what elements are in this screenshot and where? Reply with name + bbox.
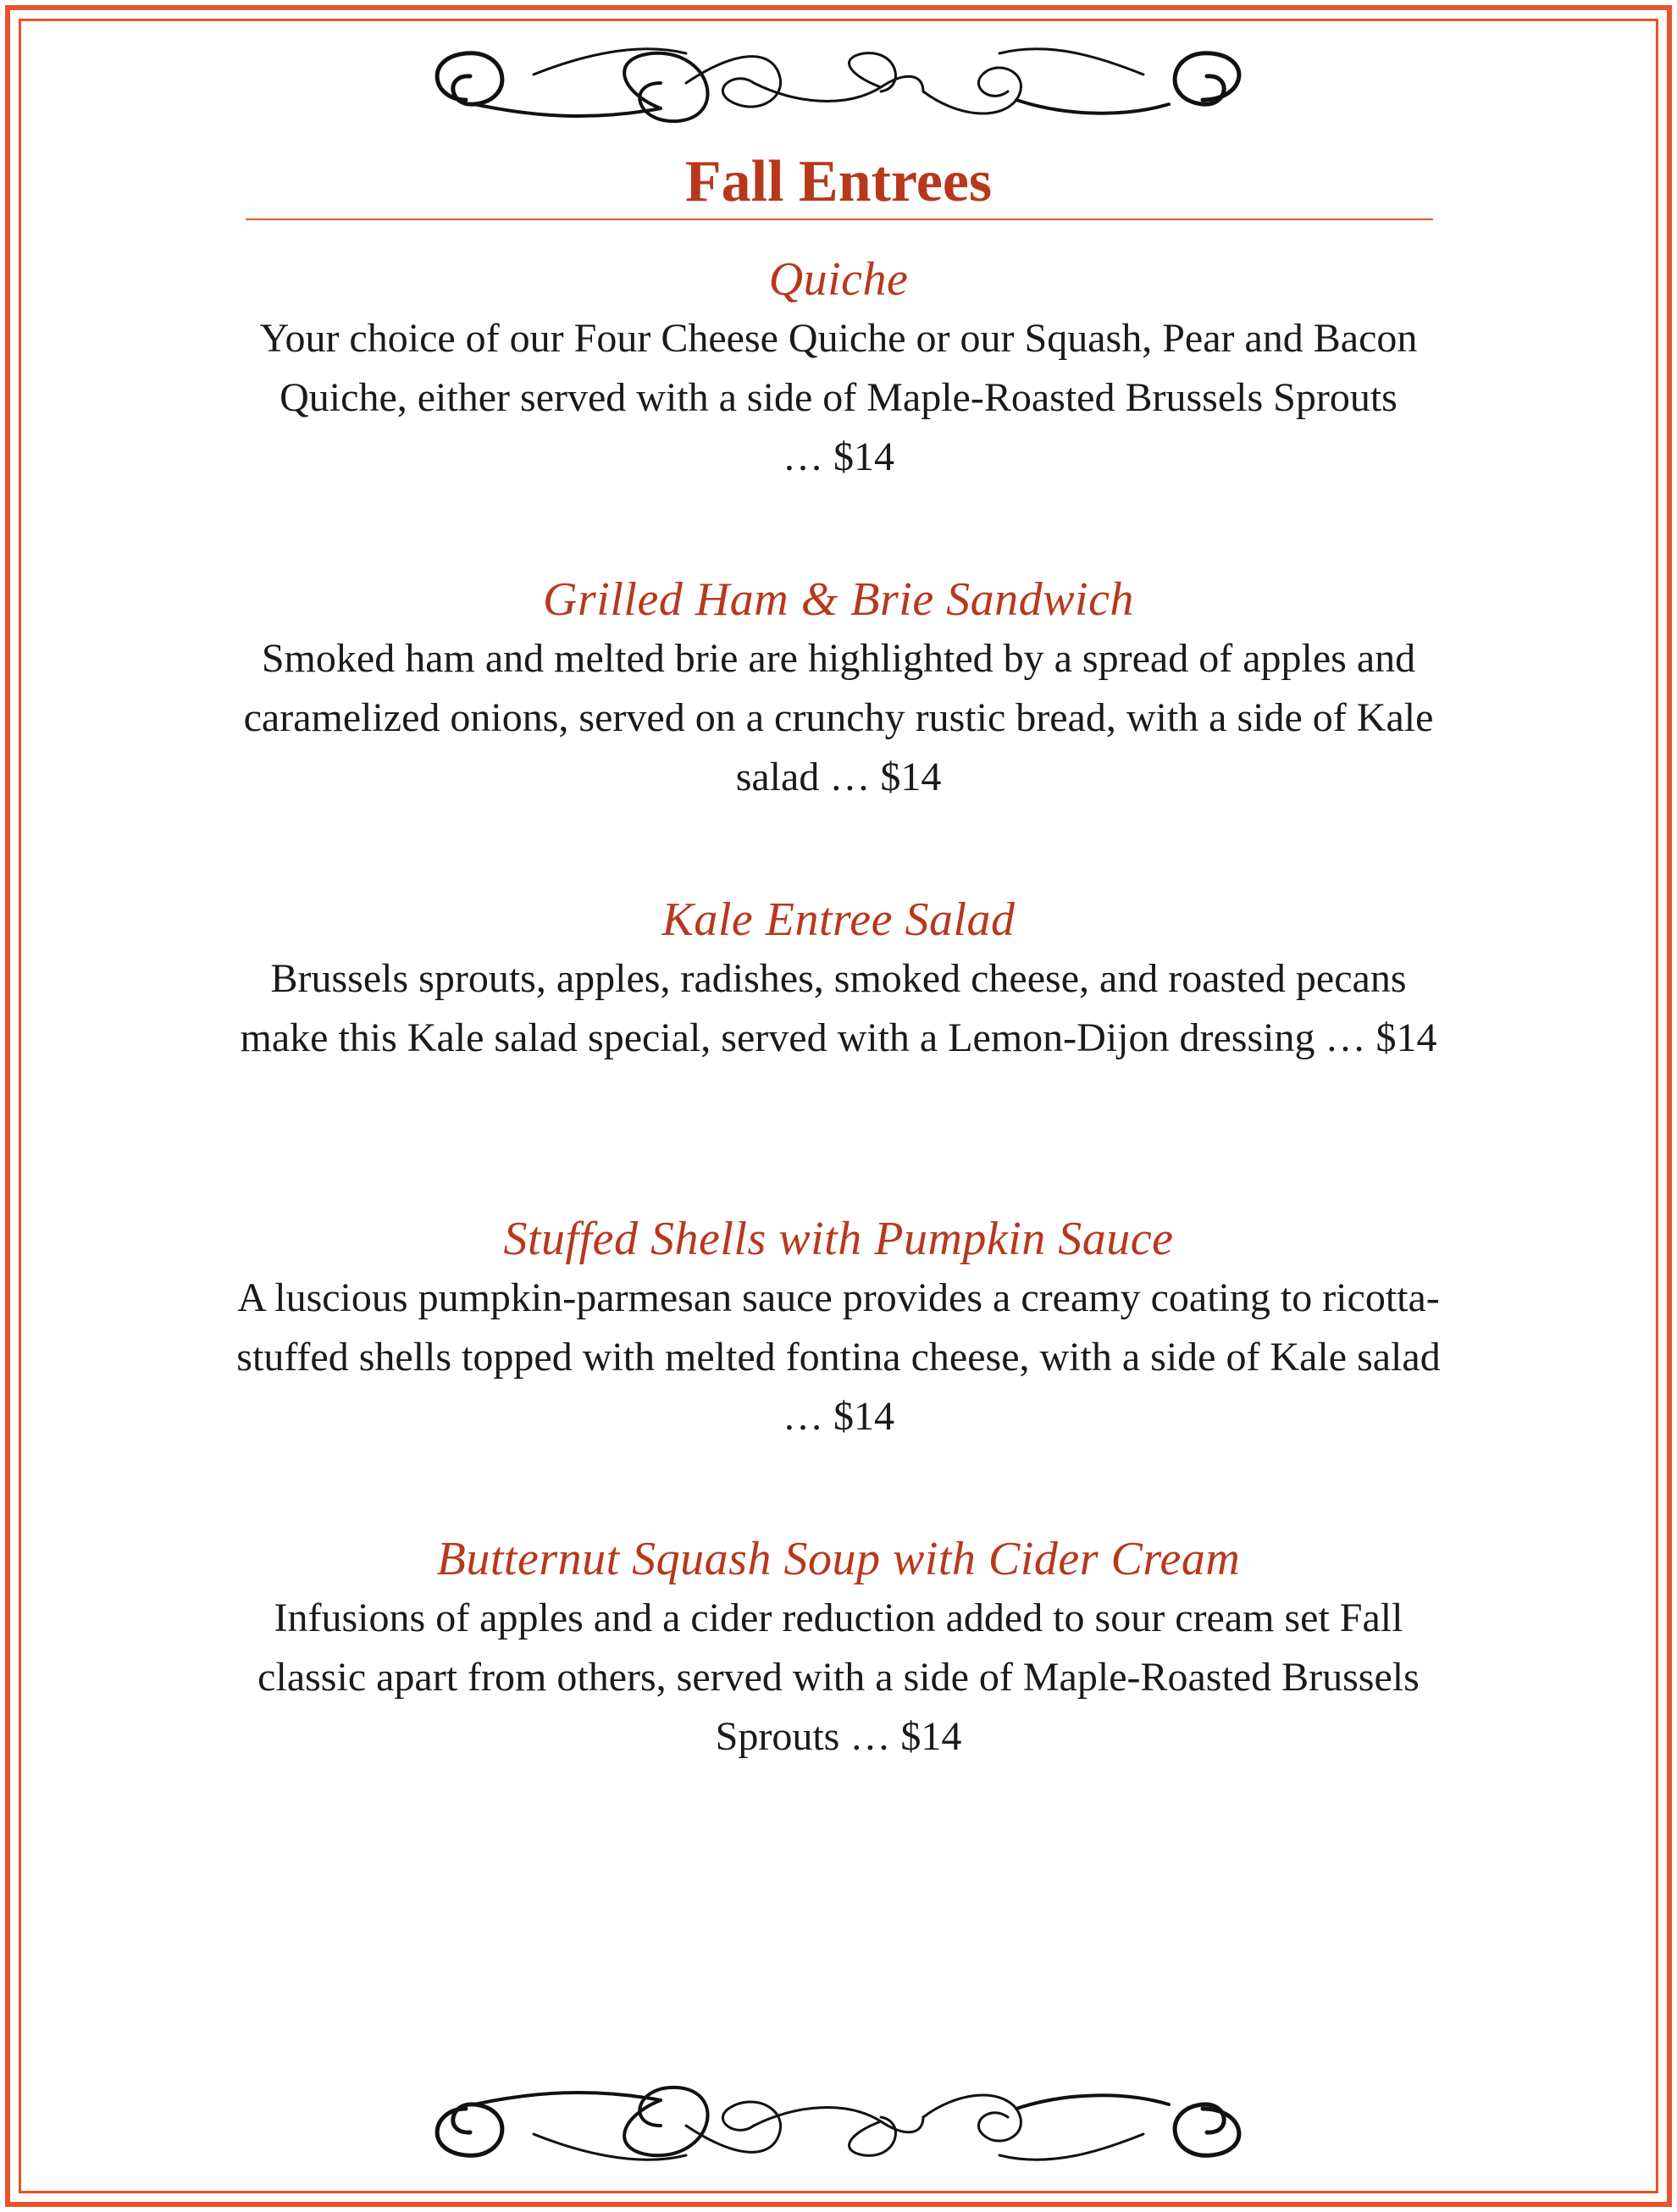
- item-price: … $14: [783, 1394, 894, 1439]
- bottom-flourish-icon: [407, 2058, 1270, 2185]
- item-name: Grilled Ham & Brie Sandwich: [543, 573, 1134, 626]
- menu-item-stuffed-shells: [229, 1209, 1448, 1446]
- title-divider: [246, 218, 1433, 220]
- item-description: Brussels sprouts, apples, radishes, smoked cheese, and roasted pecans make this Kale salad special, served with a Lemon-Dijon dressing … $14: [240, 956, 1437, 1060]
- item-description: Your choice of our Four Cheese Quiche or our Squash, Pear and Bacon Quiche, either served with a side of Maple-Roasted Brussels Sprouts … $14: [259, 316, 1418, 479]
- item-name: Stuffed Shells with Pumpkin Sauce: [503, 1213, 1174, 1265]
- item-description: Smoked ham and melted brie are highlighted by a spread of apples and caramelized onions, served on a crunchy rustic bread, with a side of Kale salad … $14: [243, 636, 1434, 799]
- item-price: … $14: [829, 755, 942, 799]
- menu-item-quiche: [229, 250, 1448, 487]
- item-name: Kale Entree Salad: [661, 893, 1016, 946]
- item-name: Quiche: [768, 253, 909, 306]
- item-description: Infusions of apples and a cider reduction added to sour cream set Fall classic apart from others, served with a side of Maple-Roasted Brussels Sprouts … $14: [257, 1595, 1420, 1759]
- menu-title: Fall Entrees: [684, 149, 993, 214]
- menu-item-kale-salad: [229, 890, 1448, 1068]
- item-price: … $14: [783, 434, 894, 479]
- item-description: A luscious pumpkin-parmesan sauce provides a creamy coating to ricotta-stuffed shells topped with melted fontina cheese, with a side of Kale salad … $14: [236, 1275, 1441, 1439]
- item-name: Butternut Squash Soup with Cider Cream: [436, 1533, 1241, 1585]
- item-price: … $14: [1325, 1015, 1437, 1060]
- item-price: … $14: [850, 1714, 962, 1759]
- top-flourish-icon: [407, 24, 1270, 151]
- menu-item-grilled-ham-brie: [229, 570, 1448, 807]
- menu-item-butternut-soup: [229, 1529, 1448, 1767]
